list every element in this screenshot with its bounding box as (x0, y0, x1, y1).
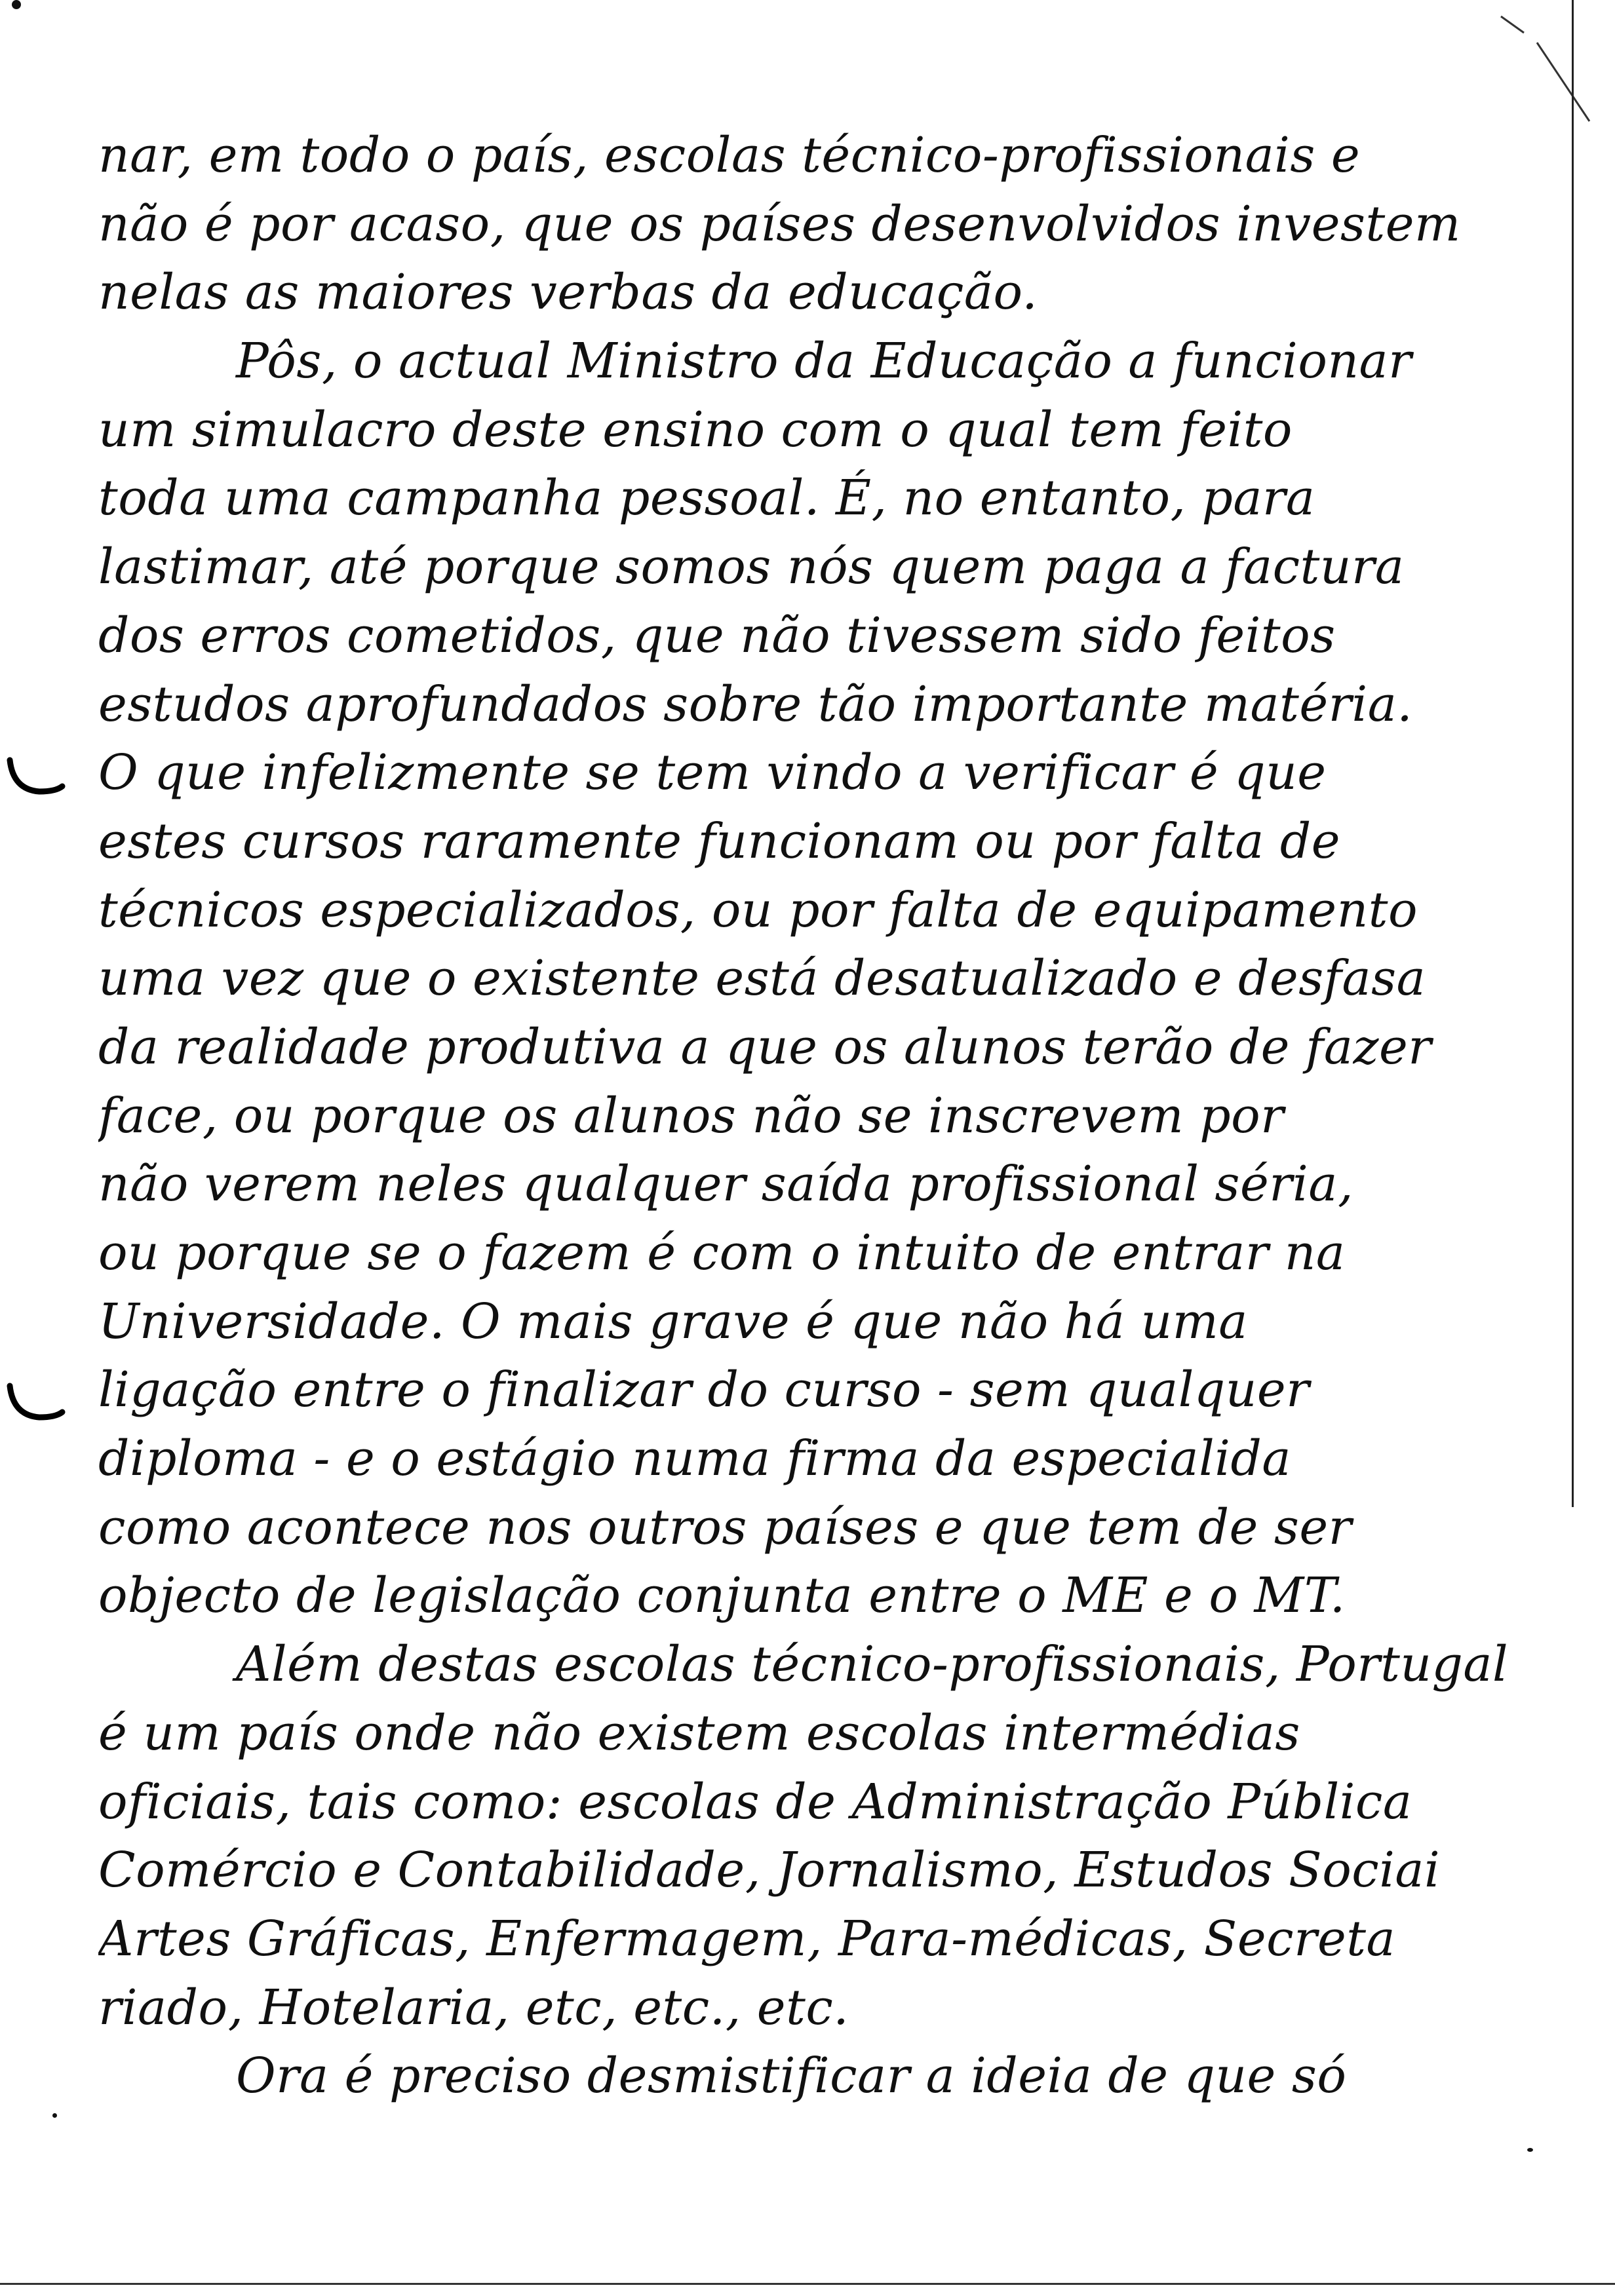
text-line: uma vez que o existente está desatualizado e desfasa (98, 950, 1426, 1007)
text-line: Além destas escolas técnico-profissionais, Portugal (236, 1636, 1509, 1693)
text-line: lastimar, até porque somos nós quem paga a factura (98, 539, 1405, 596)
text-line: ou porque se o fazem é com o intuito de entrar na (98, 1225, 1346, 1281)
text-line: técnicos especializados, ou por falta de equipamento (98, 881, 1418, 938)
text-line: O que infelizmente se tem vindo a verificar é que (98, 744, 1327, 801)
margin-bracket-mark (0, 1379, 72, 1432)
text-line: nar, em todo o país, escolas técnico-profissionais e (98, 127, 1361, 183)
text-line: face, ou porque os alunos não se inscrevem por (98, 1087, 1285, 1144)
text-line: não é por acaso, que os países desenvolvidos investem (98, 195, 1461, 252)
text-line: estudos aprofundados sobre tão importante matéria. (98, 676, 1413, 733)
text-line: como acontece nos outros países e que tem de ser (98, 1499, 1352, 1556)
ink-dot (12, 0, 21, 9)
margin-bracket-mark (0, 754, 72, 806)
text-line: ligação entre o finalizar do curso - sem qualquer (98, 1362, 1310, 1419)
text-line: da realidade produtiva a que os alunos terão de fazer (98, 1018, 1432, 1075)
text-line: riado, Hotelaria, etc, etc., etc. (98, 1979, 849, 2036)
text-line: Universidade. O mais grave é que não há uma (98, 1293, 1248, 1350)
text-line: Comércio e Contabilidade, Jornalismo, Estudos Sociai (98, 1842, 1441, 1899)
text-line: Artes Gráficas, Enfermagem, Para-médicas, Secreta (98, 1910, 1396, 1967)
text-line: não verem neles qualquer saída profissional séria, (98, 1156, 1353, 1213)
text-line: diploma - e o estágio numa firma da especialida (98, 1430, 1291, 1487)
text-line: estes cursos raramente funcionam ou por falta de (98, 813, 1341, 870)
text-line: Pôs, o actual Ministro da Educação a funcionar (236, 333, 1412, 390)
text-line: toda uma campanha pessoal. É, no entanto, para (98, 470, 1315, 527)
ink-dot (1527, 2148, 1533, 2152)
corner-scribble (1498, 13, 1596, 131)
text-line: oficiais, tais como: escolas de Administração Pública (98, 1773, 1412, 1830)
ink-dot (52, 2113, 57, 2118)
text-line: dos erros cometidos, que não tivessem sido feitos (98, 607, 1336, 664)
handwritten-text (98, 121, 1573, 2111)
text-line: objecto de legislação conjunta entre o ME e o MT. (98, 1567, 1346, 1624)
text-line: é um país onde não existem escolas intermédias (98, 1704, 1300, 1761)
text-line: nelas as maiores verbas da educação. (98, 264, 1038, 321)
text-line: um simulacro deste ensino com o qual tem feito (98, 401, 1293, 458)
text-line: Ora é preciso desmistificar a ideia de que só (236, 2048, 1347, 2105)
page-bottom-edge (0, 2283, 1615, 2285)
